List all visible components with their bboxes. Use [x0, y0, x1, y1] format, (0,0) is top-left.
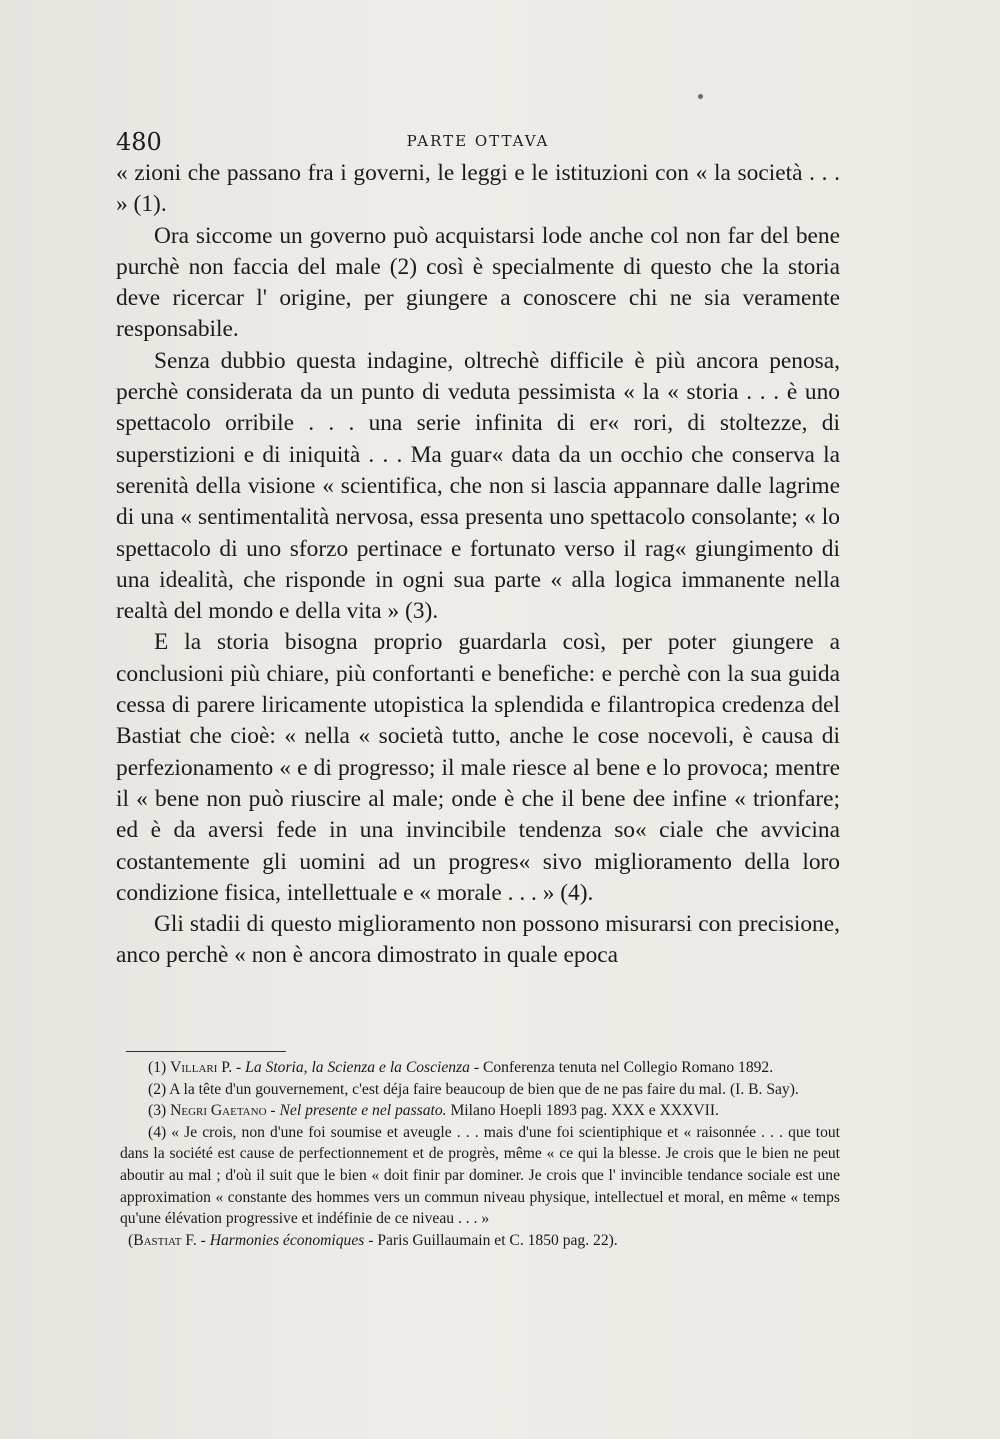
running-title: PARTE OTTAVA [406, 132, 550, 150]
footnote-3: (3) Negri Gaetano - Nel presente e nel passato. Milano Hoepli 1893 pag. XXX e XXXVII. [148, 1102, 719, 1120]
footnote-divider [126, 1051, 286, 1052]
footnotes [120, 1057, 840, 1251]
paragraph: Gli stadii di questo miglioramento non possono misurarsi con precisione, anco perchè « non è ancora dimostrato in quale epoca [116, 911, 840, 969]
footnote-ref: (1) [133, 191, 161, 218]
page-header [116, 128, 840, 158]
paragraph: E la storia bisogna proprio guardarla così, per poter giungere a conclusioni più chiare, più confortanti e benefiche: e perchè con la sua guida cessa di parere liricamente utopistica la splendida e filantropica credenza del Bastiat che cioè: « nella « società tutto, anche le cose nocevoli, è causa di perfezionamento « e di progresso; il male riesce al bene e lo provoca; mentre il « bene non può riuscire al male; onde è che il bene dee infine « trionfare; ed è da aversi fede in una invincibile tendenza so« ciale che avvicina costantemente gli uomini ad un progres« sivo miglioramento della loro condizione fisica, intellettuale e « morale . . . » (4). [116, 629, 840, 906]
paragraph: Senza dubbio questa indagine, oltrechè difficile è più ancora penosa, perchè considerata da un punto di veduta pessimista « la « storia . . . è uno spettacolo orribile . . . una serie infinita di er« rori, di stoltezze, di superstizioni e di iniquità . . . Ma guar« data da un occhio che conserva la serenità della visione « scientifica, che non si lascia appannare dalle lagrime di una « sentimentalità nervosa, essa presenta uno spettacolo consolante; « lo spettacolo di uno sforzo pertinace e fortunato verso il rag« giungimento di una idealità, che risponde in ogni sua parte « alla logica immanente nella realtà del mondo e della vita » (3). [116, 347, 840, 625]
footnote-ref: (3) [405, 598, 433, 625]
main-text [116, 158, 840, 972]
footnote-ref: (2) [389, 253, 418, 280]
footnote-1: (1) Villari P. - La Storia, la Scienza e la Coscienza - Conferenza tenuta nel Collegio Romano 1892. [148, 1059, 774, 1076]
footnote-2: (2) A la tête d'un gouvernement, c'est déja faire beaucoup de bien que de ne pas faire du mal. (I. B. Say). [148, 1080, 799, 1098]
paragraph: Ora siccome un governo può acquistarsi lode anche col non far del bene purchè non faccia del male (2) così è specialmente di questo che la storia deve ricercar l' origine, per giungere a conoscere chi ne sia veramente responsabile. [116, 222, 841, 343]
paragraph: « zioni che passano fra i governi, le leggi e le istituzioni con « la società . . . » (1). [116, 160, 840, 218]
footnote-ref: (4) [560, 879, 588, 906]
page-number: 480 [116, 128, 162, 156]
footnote-4-citation: (Bastiat F. - Harmonies économiques - Paris Guillaumain et C. 1850 pag. 22). [128, 1231, 618, 1249]
ink-spot [698, 94, 703, 99]
footnote-4: (4) « Je crois, non d'une foi soumise et aveugle . . . mais d'une foi scientiphique et « raisonnée . . . que tout dans la société est cause de perfectionnement et de progrès, même « ce qui la blesse. Je crois que le bien ne peut aboutir au mal ; d'où il suit que le bien « doit finir par dominer. Je crois que l' invincible tendance sociale est une approximation « constante des hommes vers un commun niveau physique, intellectuel et moral, en même « temps qu'une élévation progressive et indéfinie de ce niveau . . . » [120, 1123, 840, 1228]
